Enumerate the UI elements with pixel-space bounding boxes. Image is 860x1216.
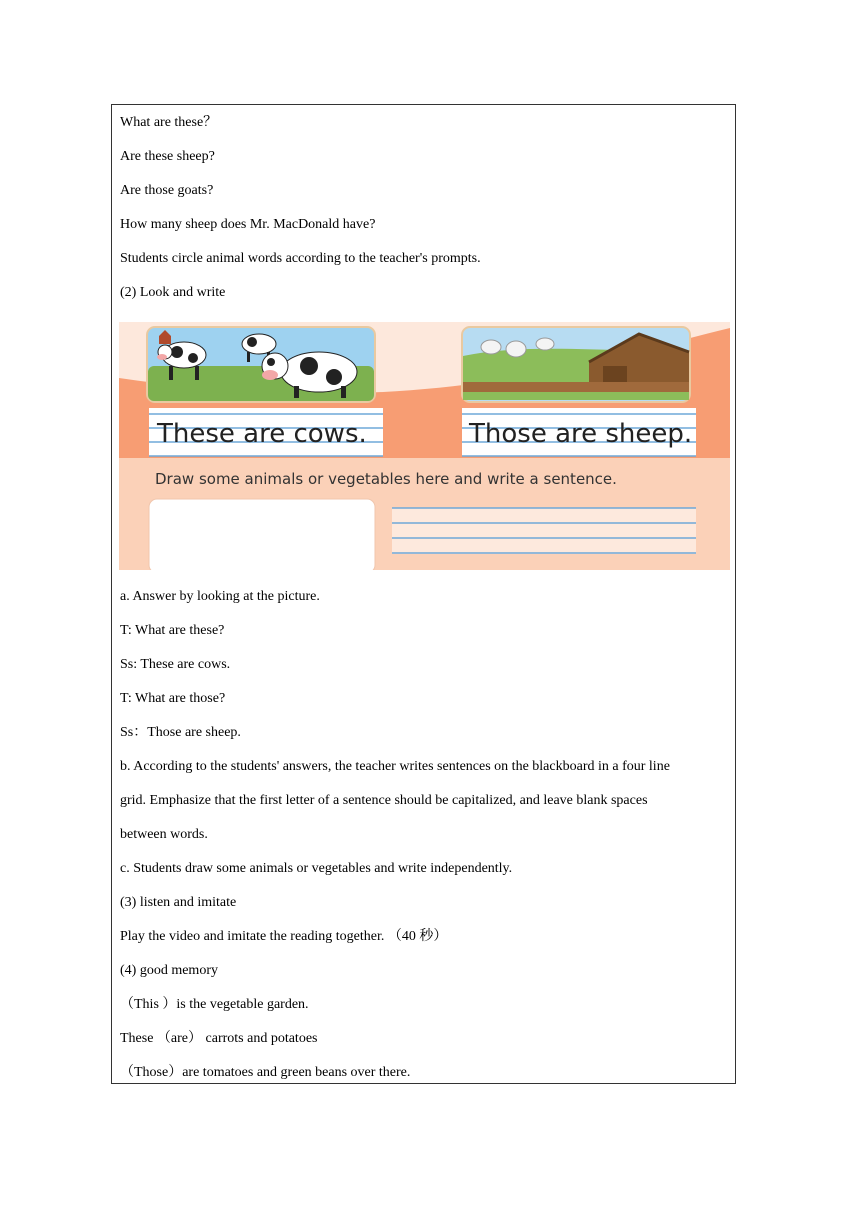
step-line: a. Answer by looking at the picture. [120, 589, 320, 604]
drawing-box [149, 499, 375, 570]
question-line: Are those goats? [120, 183, 214, 198]
right-sentence: Those are sheep. [469, 419, 693, 449]
section-heading: (4) good memory [120, 963, 218, 978]
lesson-table-cell [111, 104, 736, 1084]
dialogue-line: T: What are those? [120, 691, 226, 706]
question-line: What are these？ [120, 115, 218, 130]
question-line: How many sheep does Mr. MacDonald have? [120, 217, 376, 232]
memory-line: （Those）are tomatoes and green beans over there. [120, 1065, 411, 1080]
dialogue-line: T: What are these? [120, 623, 225, 638]
step-line: grid. Emphasize that the first letter of a sentence should be capitalized, and leave blank spaces [120, 793, 648, 808]
section-text: Play the video and imitate the reading together. （40 秒） [120, 929, 448, 944]
cows-picture [147, 327, 375, 402]
section-heading: (3) listen and imitate [120, 895, 237, 910]
memory-line: These （are） carrots and potatoes [120, 1031, 318, 1046]
look-and-write-illustration [119, 322, 730, 570]
dialogue-line: Ss：Those are sheep. [120, 725, 241, 740]
right-writing-strip [462, 408, 696, 456]
sheep-picture [462, 327, 690, 402]
step-line: b. According to the students' answers, the teacher writes sentences on the blackboard in a four line [120, 759, 670, 774]
step-line: between words. [120, 827, 208, 842]
left-sentence: These are cows. [157, 419, 367, 449]
question-line: Are these sheep? [120, 149, 215, 164]
dialogue-line: Ss: These are cows. [120, 657, 231, 672]
section-heading: (2) Look and write [120, 285, 226, 300]
step-line: c. Students draw some animals or vegetables and write independently. [120, 861, 513, 876]
memory-line: （This ）is the vegetable garden. [120, 997, 309, 1012]
blank-writing-lines [392, 508, 696, 554]
left-writing-strip [149, 408, 383, 456]
figure-instruction: Draw some animals or vegetables here and write a sentence. [155, 470, 617, 488]
instruction-line: Students circle animal words according to the teacher's prompts. [120, 251, 481, 266]
